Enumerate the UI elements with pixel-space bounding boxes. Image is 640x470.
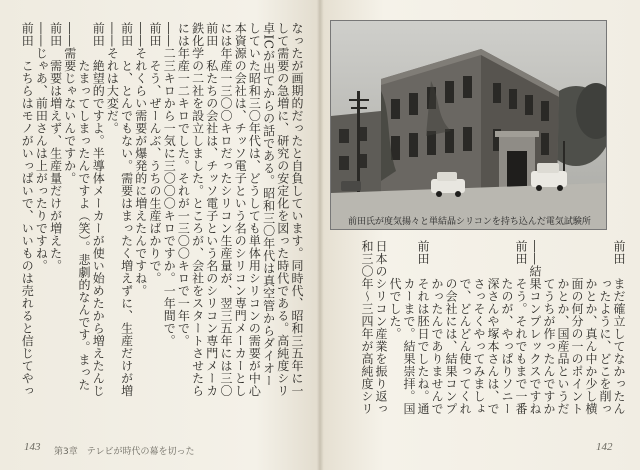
text-column: 前田 需要は増えず、生産量だけが増えた。 (48, 22, 63, 272)
text-column: ――結果コンプレックスですね (528, 240, 542, 415)
running-head: 第3章 テレビが時代の幕を切った (54, 447, 195, 457)
text-column: 前田 そう。それでもまで一番 (514, 240, 528, 415)
text-column: 本資源の会社は、チッソ電子という名のシリコン専門メーカーとし (233, 22, 248, 397)
text-column: 前田 と、とんでもない。需要はまったく増えずに、生産だけが増 (119, 22, 134, 397)
text-column: 深さんや塚本さんは、で (486, 240, 500, 415)
text-column: の会社には、結果コンプ (444, 240, 458, 415)
text-column: 前田 絶望的ですよ。半導体メーカーが使い始めたから増えたんじ (91, 22, 106, 397)
text-column: さっそくやってみましょ (472, 240, 486, 415)
text-column: 和三〇年〜三四年が高純度シリ (360, 240, 374, 415)
text-column: には年産一二キロでした。それが一三〇〇キロで一年で。 (176, 22, 191, 347)
text-column: ったように、どこを削っ (598, 240, 612, 415)
text-column: で、どんどん使ってくれ (458, 240, 472, 415)
text-column: 前田 まだ確立してなかったん (612, 240, 626, 415)
text-column: 代でした。 (388, 240, 402, 340)
text-column: たまってしまったんですよ（笑）。悲劇的なんです。まった (77, 22, 91, 391)
text-column: 日本のシリコン産業を振り返っ (374, 240, 388, 415)
text-column: 前田 私たちの会社は、チッソ電子という名のシリコン専門メーカ (204, 22, 219, 397)
text-column: ――需要じゃないんですか。 (62, 22, 77, 185)
text-column: していた昭和三〇年代は、どうしても単体用シリコンの需要が中心 (247, 22, 262, 397)
photo-caption: 前田氏が度気揚々と単結晶シリコンを持ち込んだ電気試験所 (348, 217, 591, 227)
text-column: 鉄化学の二社を設立しました。ところが、会社をスタートさせたら (190, 22, 205, 397)
text-column: 前田 こちらはモノがいっぱいで、いいものは売れると信じてやっ (20, 22, 35, 397)
text-column: 卓ICが出てからの話である。昭和三〇年代は真空管からダイオー (261, 22, 276, 387)
text-column: かとか、真ん中か少し横 (584, 240, 598, 415)
text-column: てうちが作ったんですか (542, 240, 556, 415)
text-column: ――二三キロから一気に三〇〇〇キロですか。一年間で。 (162, 22, 177, 347)
text-column: 面の何分の一のポイント (570, 240, 584, 415)
left-page (0, 0, 318, 470)
text-column: 前田 それは胚日でしたね。通 (416, 240, 430, 415)
text-column: ――じゃあ、前田さんは上がったりですね。 (34, 22, 49, 272)
text-column: ――それは大変だ。 (105, 22, 120, 135)
building-photo-image (331, 21, 606, 229)
text-column: カーまで。結果崇拝。国 (402, 240, 416, 415)
text-column: して需要の急増に、研究の安定化を図った時代である。高純度シリ (275, 22, 290, 397)
text-column: 前田 そう、ぜーんぶ、うちの生産ばかりで。 (148, 22, 162, 285)
text-column: たのが、やっぱりソニー (500, 240, 514, 415)
building-photo (330, 20, 607, 230)
left-page-number: 143 (24, 441, 41, 453)
text-column: なったが画期的だったと自負しています。同時代、昭和三五年に一 (290, 22, 304, 397)
right-page-number: 142 (596, 441, 613, 453)
text-column: かとか、国産品というだ (556, 240, 570, 415)
text-column: には年産一三〇〇キロだったシリコン生産量が、翌三五年には三〇 (219, 22, 233, 397)
text-column: かったんでありませんで (430, 240, 444, 415)
text-column: ――それくらい需要が爆発的に増えたんですね。 (133, 22, 148, 297)
